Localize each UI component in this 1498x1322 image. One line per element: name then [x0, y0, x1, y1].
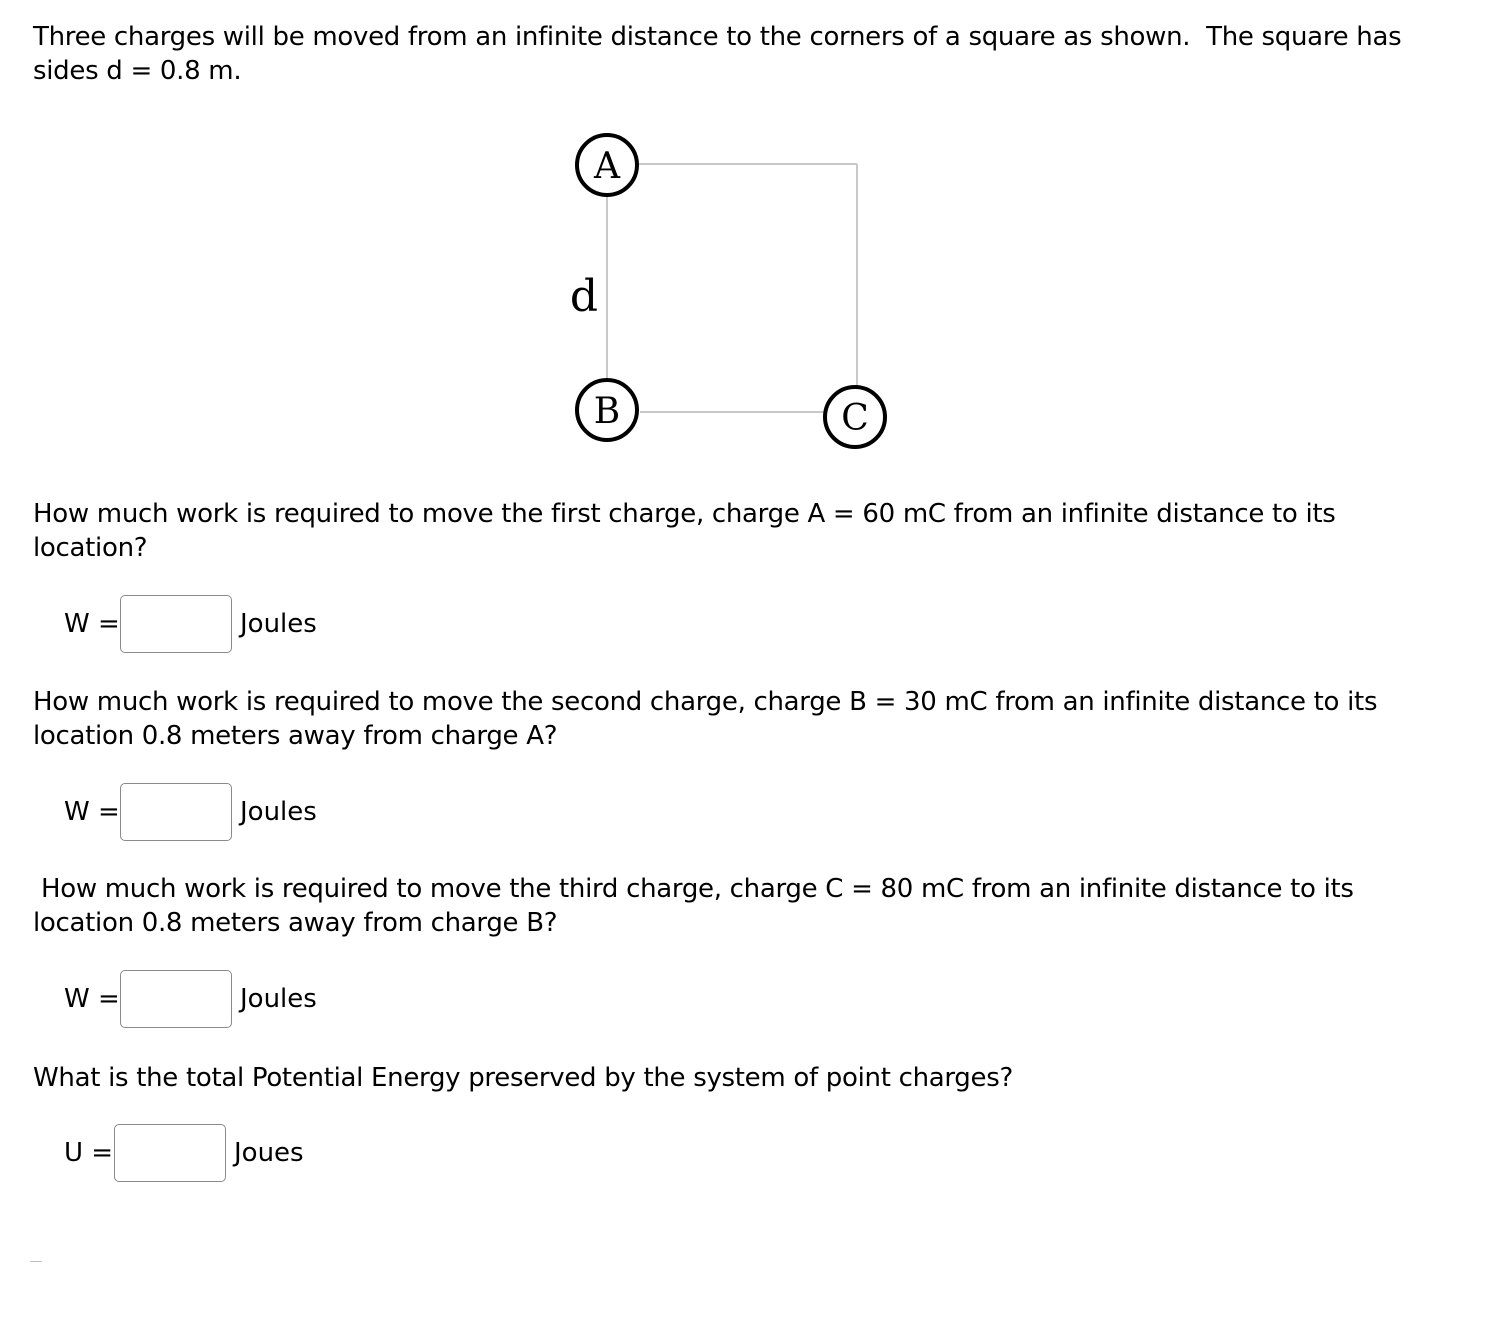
answer-2-unit: Joules [240, 797, 317, 827]
charge-a-label: A [594, 146, 620, 187]
answer-2-input[interactable] [120, 783, 232, 841]
answer-4-input[interactable] [114, 1124, 226, 1182]
answer-row-2 [64, 783, 317, 841]
question-3-text: How much work is required to move the third charge, charge C = 80 mC from an infinite distance to its location 0.8 meters away from charge B? [33, 874, 1354, 938]
question-1-text: How much work is required to move the first charge, charge A = 60 mC from an infinite distance to its location? [33, 499, 1336, 563]
answer-1-input[interactable] [120, 595, 232, 653]
answer-3-unit: Joules [240, 984, 317, 1014]
charge-b-label: B [593, 391, 621, 432]
charge-b-marker [577, 380, 637, 440]
charge-c-label: C [841, 398, 869, 439]
charge-c-marker [825, 387, 885, 447]
question-4-text: What is the total Potential Energy preserved by the system of point charges? [33, 1063, 1013, 1093]
question-2-text: How much work is required to move the second charge, charge B = 30 mC from an infinite distance to its location 0.8 meters away from charge A? [33, 687, 1378, 751]
charge-a-marker [577, 135, 637, 195]
answer-4-unit: Joues [234, 1138, 304, 1168]
answer-1-unit: Joules [240, 609, 317, 639]
answer-3-label: W = [64, 984, 120, 1014]
answer-row-4 [64, 1124, 304, 1182]
answer-4-label: U = [64, 1138, 114, 1168]
answer-2-label: W = [64, 797, 120, 827]
side-length-label: d [569, 271, 599, 322]
intro-text: Three charges will be moved from an infinite distance to the corners of a square as shown. The square has sides d = 0.8 m. [33, 22, 1402, 86]
stray-mark [30, 1261, 42, 1262]
answer-row-3 [64, 970, 317, 1028]
answer-1-label: W = [64, 609, 120, 639]
answer-3-input[interactable] [120, 970, 232, 1028]
answer-row-1 [64, 595, 317, 653]
